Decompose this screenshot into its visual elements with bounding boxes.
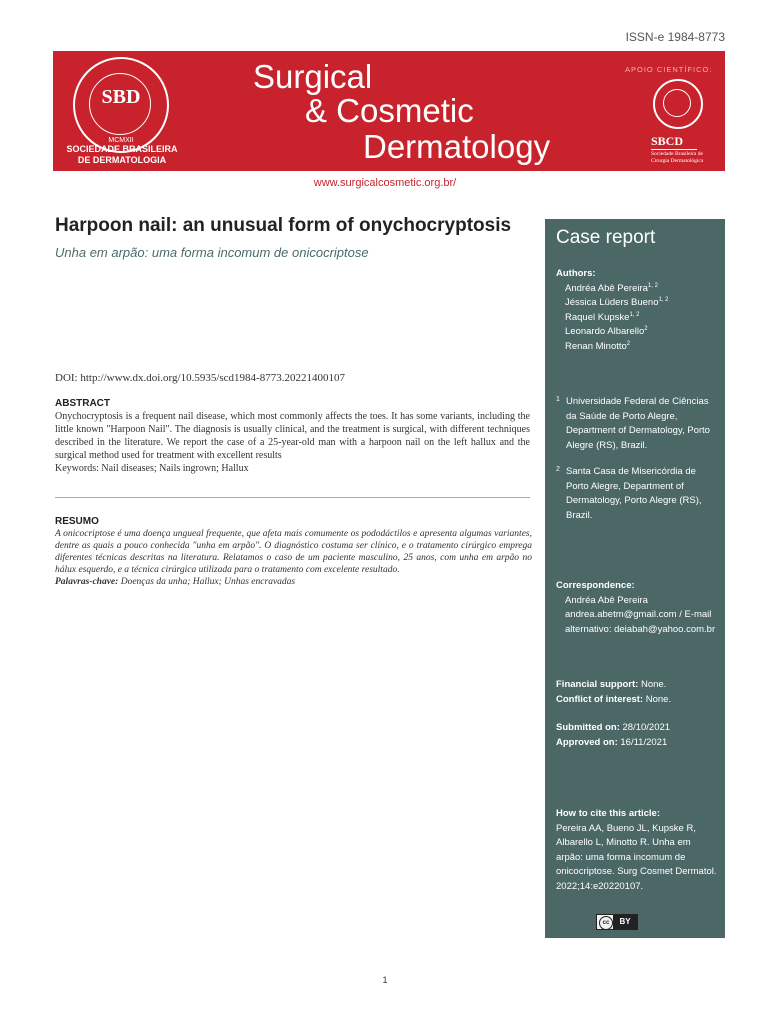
submitted-label: Submitted on: [556, 722, 620, 733]
correspondence-label: Correspondence: [556, 580, 635, 591]
cc-icon: cc [599, 916, 613, 930]
author-affil: 1, 2 [647, 282, 658, 289]
palavras-chave [55, 576, 532, 588]
abstract-text: Onychocryptosis is a frequent nail disease, which most commonly affects the toes. It has some variants, including the little known "Harpoon Nail". The diagnosis is usually clinical, and the treatment is surgical, with different techniques described in the literature. We report the case of a 25-year-old man with a harpoon nail on the left hallux and the surgical method used for treatment with excellent results [55, 411, 530, 461]
journal-name-line1: Surgical [253, 58, 373, 95]
abstract-body [55, 410, 530, 475]
author-name: Andréa Abê Pereira [565, 282, 648, 294]
author-item [556, 325, 720, 340]
society-name [57, 144, 187, 166]
sbcd-seal-logo [653, 79, 703, 129]
author-affil: 2 [644, 325, 648, 332]
dates-block [556, 721, 720, 750]
resumo-text: A onicocriptose é uma doença ungueal frequente, que afeta mais comumente os pododáctilos e apresenta algumas variantes, dentre as quais a pouco conhecida "unha em arpão". O diagnóstico costuma ser clínico, e o tratamento cirúrgico emprega diferentes técnicas descritas na literatura. Relatamos o caso de um paciente masculino, 25 anos, com unha em arpão no hálux esquerdo, e a técnica cirúrgica utilizada para o tratamento com excelente resultado. [55, 529, 532, 575]
page-number: 1 [382, 975, 388, 985]
abstract-heading: ABSTRACT [55, 398, 110, 409]
sbcd-name [651, 151, 703, 165]
conflict-of-interest [556, 693, 720, 708]
seal-roman: MCMXII [108, 137, 134, 144]
authors-label: Authors: [556, 268, 596, 279]
authors-block [556, 267, 720, 354]
author-name: Renan Minotto [565, 340, 627, 352]
author-item [556, 340, 720, 355]
issn: ISSN-e 1984-8773 [625, 30, 725, 44]
by-label: BY [613, 915, 637, 929]
sbd-seal-logo [73, 57, 169, 153]
keywords: Keywords: Nail diseases; Nails ingrown; Hallux [55, 463, 249, 474]
affiliation-text: Universidade Federal de Ciências da Saúde de Porto Alegre, Department of Dermatology, Porto Alegre (RS), Brazil. [566, 396, 710, 451]
cite-text: Pereira AA, Bueno JL, Kupske R, Albarello L, Minotto R. Unha em arpão: uma forma incomum de onicocriptose. Surg Cosmet Dermatol. 2022;14:e20220107. [556, 822, 717, 892]
article-info-sidebar [545, 219, 725, 938]
submitted-date [556, 721, 720, 736]
author-item [556, 311, 720, 326]
journal-banner [53, 51, 725, 171]
author-affil: 1, 2 [658, 296, 669, 303]
journal-name-line2: & Cosmetic [305, 92, 474, 129]
citation-block [556, 807, 720, 894]
palavras-label: Palavras-chave: [55, 577, 119, 587]
disclosures-block [556, 678, 720, 707]
author-name: Jéssica Lüders Bueno [565, 297, 659, 308]
approved-label: Approved on: [556, 736, 618, 748]
cc-by-license-badge[interactable] [596, 914, 638, 930]
article-type: Case report [556, 227, 656, 248]
conflict-value: None. [645, 693, 672, 705]
article-subtitle: Unha em arpão: uma forma incomum de onicocriptose [55, 245, 369, 260]
affiliation-2 [556, 465, 720, 523]
conflict-label: Conflict of interest: [556, 693, 644, 705]
financial-support [556, 678, 720, 693]
correspondence-block [556, 579, 720, 637]
society-name-line1: SOCIEDADE BRASILEIRA [66, 144, 178, 154]
affiliation-number: 2 [556, 466, 560, 473]
section-divider [55, 497, 530, 498]
article-title: Harpoon nail: an unusual form of onychocryptosis [55, 215, 512, 236]
sbcd-name-line2: Cirurgia Dermatológica [651, 158, 704, 164]
submitted-value: 28/10/2021 [622, 722, 671, 733]
palavras-text: Doenças da unha; Hallux; Unhas encravadas [120, 577, 296, 587]
sbcd-logo: SBCD [651, 134, 697, 150]
financial-label: Financial support: [556, 679, 639, 690]
affiliation-text: Santa Casa de Misericórdia de Porto Alegre, Department of Dermatology, Porto Alegre (RS), Brazil. [566, 466, 702, 521]
affiliation-number: 1 [556, 396, 560, 403]
financial-value: None. [640, 679, 667, 690]
seal-letters: SBD [101, 86, 141, 108]
author-name: Raquel Kupske [565, 311, 630, 323]
correspondence-name: Andréa Abê Pereira [565, 594, 648, 606]
approved-value: 16/11/2021 [620, 736, 668, 748]
sbcd-name-line1: Sociedade Brasileira de [651, 151, 703, 157]
apoio-label: APOIO CIENTÍFICO: [625, 65, 713, 74]
correspondence-email-link[interactable]: andrea.abetm@gmail.com / E-mail alternativo: deiabah@yahoo.com.br [565, 609, 716, 635]
author-item [556, 296, 720, 311]
resumo-heading: RESUMO [55, 516, 99, 527]
sbcd-seal-inner [663, 89, 691, 117]
author-affil: 1, 2 [629, 311, 640, 318]
author-item [556, 282, 720, 297]
affiliation-1 [556, 395, 720, 453]
resumo-body [55, 528, 532, 588]
society-name-line2: DE DERMATOLOGIA [77, 155, 167, 165]
cite-label: How to cite this article: [556, 808, 660, 819]
author-name: Leonardo Albarello [565, 326, 645, 337]
author-affil: 2 [626, 340, 631, 347]
approved-date [556, 736, 720, 751]
journal-url-link[interactable]: www.surgicalcosmetic.org.br/ [313, 177, 457, 189]
doi-link[interactable]: DOI: http://www.dx.doi.org/10.5935/scd1984-8773.20221400107 [55, 372, 345, 384]
journal-name-line3: Dermatology [363, 128, 551, 165]
